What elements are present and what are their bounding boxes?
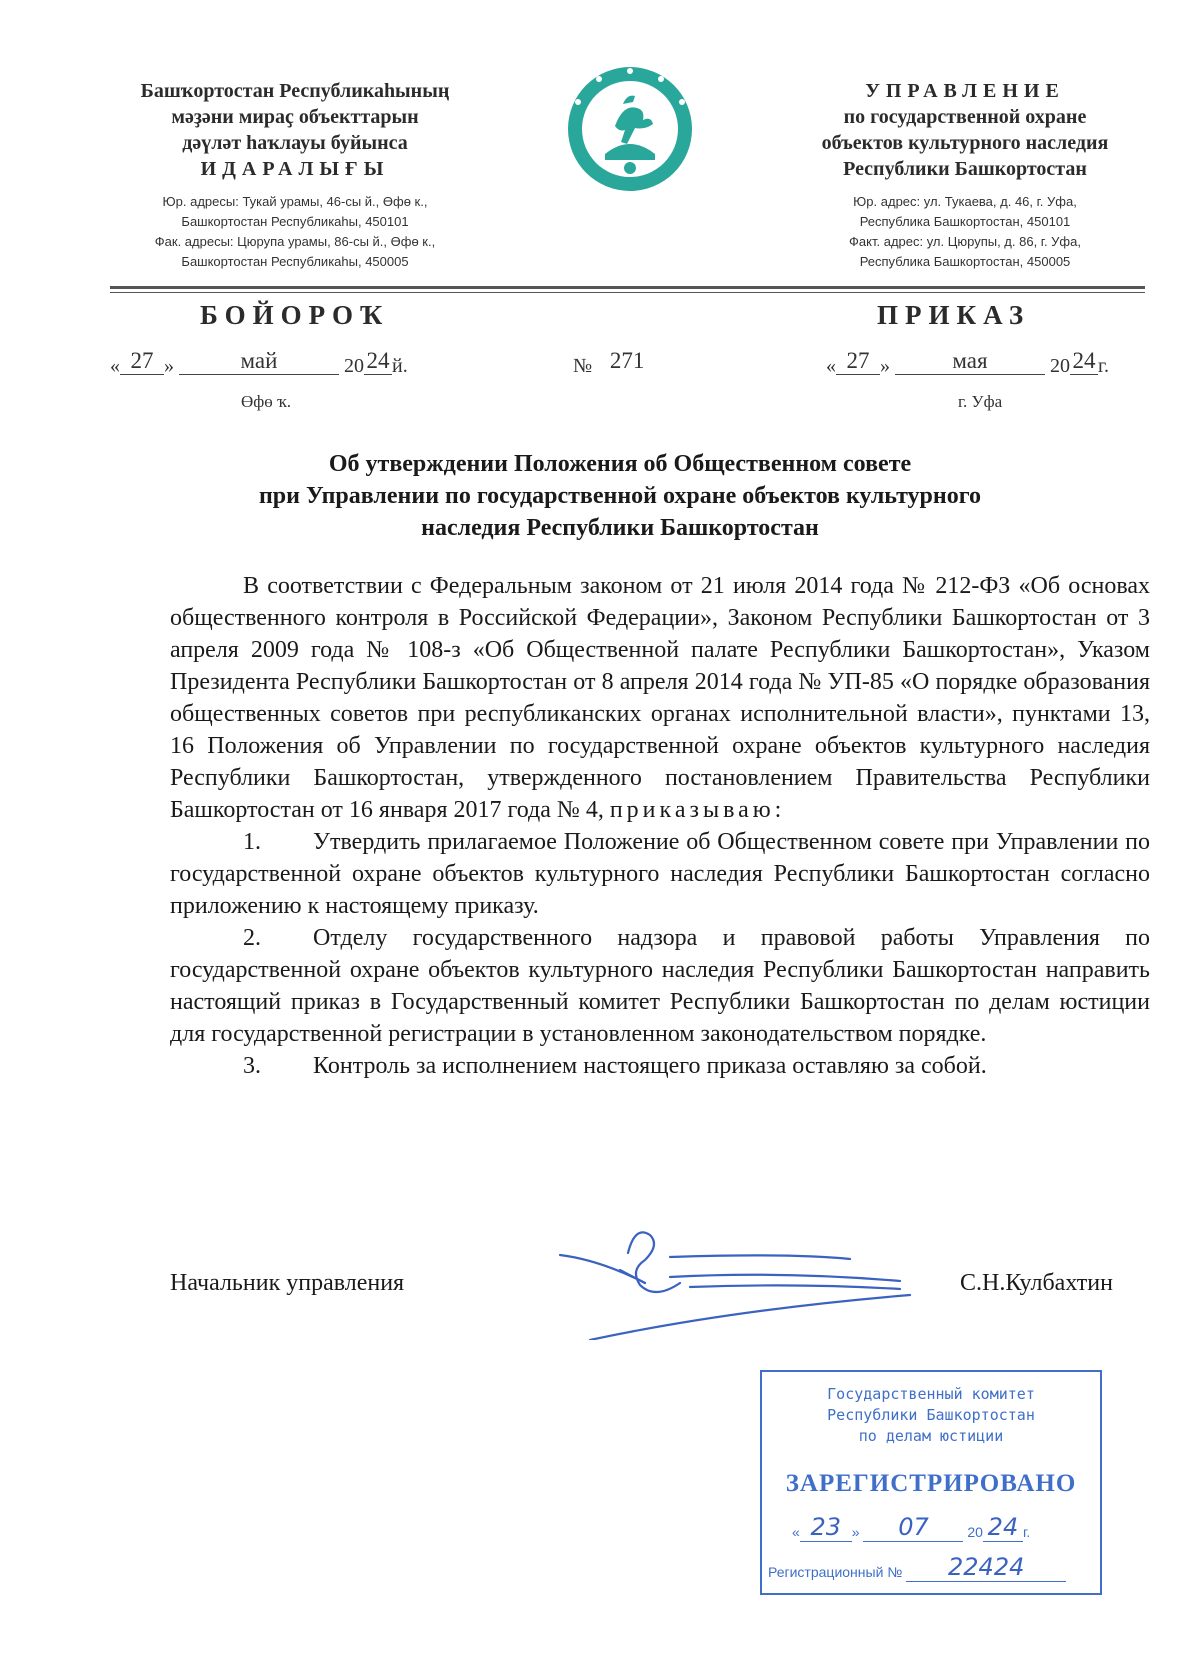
org-name-bashkir: Башҡортостан Республикаһының мәҙәни мираҫ объекттарын дәүләт һаҡлауы буйынса ИДАРАЛЫҒЫ (140, 80, 450, 180)
header-divider-thin (110, 292, 1145, 293)
day-right: 27 (836, 348, 880, 375)
city-bashkir: Өфө ҡ. (241, 392, 292, 411)
dateline-left: « 27 » май 20 24 й. (110, 348, 408, 377)
signatory-role: Начальник управления (170, 1270, 405, 1296)
month-right: мая (895, 348, 1045, 375)
body-intro: В соответствии с Федеральным законом от 21 июля 2014 года № 212-ФЗ «Об основах общественного контроля в Российской Федерации», Законом Республики Башкортостан от 3 апреля 2009 года № 108-з «Об Общественной палате Республики Башкортостан», Указом Президента Республики Башкортостан от 8 апреля 2014 года № УП-85 «О порядке образования общественных советов при республиканских органах исполнительной власти», пунктами 13, 16 Положения об Управлении по государственной охране объектов культурного наследия Республики Башкортостан, утвержденного постановлением Правительства Республики Башкортостан от 16 января 2017 года № 4, приказываю: (170, 573, 1150, 823)
doc-type-bashkir: БОЙОРОҠ (200, 300, 390, 330)
order-item-2: 2. Отделу государственного надзора и правовой работы Управления по государственной охране объектов культурного наследия Республики Башкортостан направить настоящий приказ в Государственный комитет Республики Башкортостан по делам юстиции для государственной регистрации в установленном законодательством порядке. (170, 925, 1150, 1047)
header-right (790, 78, 1140, 272)
order-word: приказываю: (609, 797, 786, 823)
address-russian: Юр. адрес: ул. Тукаева, д. 46, г. Уфа, Республика Башкортостан, 450101 Факт. адрес: ул. Цюрупы, д. 86, г. Уфа, Республика Башкортостан, 450005 (849, 194, 1081, 269)
header-divider-thick (110, 286, 1145, 289)
day-left: 27 (120, 348, 164, 375)
document-number: № 271 (573, 348, 645, 377)
bashkortostan-emblem-icon (565, 64, 695, 194)
document-title: Об утверждении Положения об Общественном совете при Управлении по государственной охране объектов культурного наследия Республики Башкортостан (258, 451, 982, 541)
stamp-reg-number: Регистрационный № 22424 (768, 1555, 1066, 1584)
order-item-3: 3. Контроль за исполнением настоящего приказа оставляю за собой. (243, 1053, 987, 1079)
document-body (170, 570, 1150, 1082)
year-left: 24 (364, 348, 392, 375)
stamp-org: Государственный комитет Республики Башкортостан по делам юстиции (827, 1385, 1035, 1445)
stamp-date: « 23 » 07 20 24 г. (792, 1513, 1031, 1541)
registration-stamp (760, 1370, 1102, 1595)
org-name-russian: УПРАВЛЕНИЕ по государственной охране объектов культурного наследия Республики Башкортостан (821, 80, 1109, 180)
stamp-status: ЗАРЕГИСТРИРОВАНО (785, 1470, 1077, 1497)
dateline-right: « 27 » мая 20 24 г. (826, 348, 1109, 377)
handwritten-signature-icon (550, 1215, 940, 1340)
address-bashkir: Юр. адресы: Тукай урамы, 46-сы й., Өфө к., Башкортостан Республикаһы, 450101 Фак. адресы: Цюрупа урамы, 86-сы й., Өфө к., Башкортостан Республикаһы, 450005 (154, 194, 436, 269)
year-right: 24 (1070, 348, 1098, 375)
doc-type-russian: ПРИКАЗ (877, 300, 1031, 330)
month-left: май (179, 348, 339, 375)
city-russian: г. Уфа (958, 392, 1003, 411)
signatory-name: С.Н.Кулбахтин (960, 1270, 1113, 1296)
order-item-1: 1. Утвердить прилагаемое Положение об Общественном совете при Управлении по государственной охране объектов культурного наследия Республики Башкортостан согласно приложению к настоящему приказу. (170, 829, 1150, 919)
header-left (110, 78, 480, 272)
